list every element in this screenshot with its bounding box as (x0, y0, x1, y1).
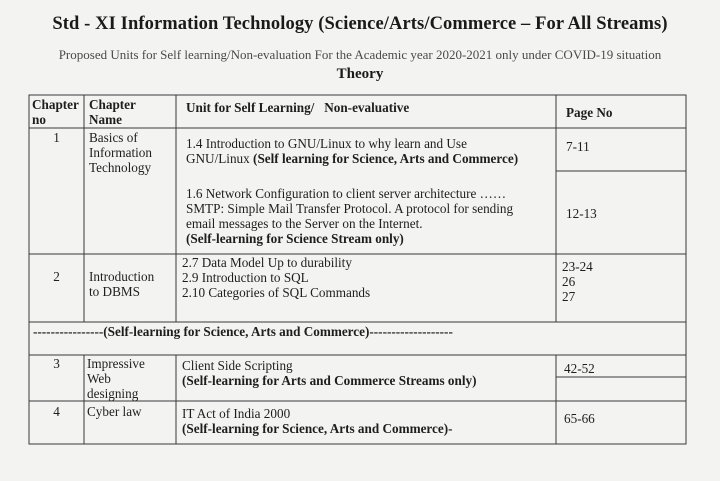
page-title: Std - XI Information Technology (Science/Arts/Commerce – For All Streams) (52, 14, 668, 34)
col-header-page: Page No (566, 105, 613, 120)
row2-units: 2.7 Data Model Up to durability 2.9 Introduction to SQL 2.10 Categories of SQL Commands (182, 255, 371, 300)
row1-page-1: 7-11 (566, 139, 590, 154)
row2-pages: 23-24 26 27 (562, 259, 593, 304)
page-subtitle: Proposed Units for Self learning/Non-evaluation For the Academic year 2020-2021 only under COVID-19 situation (58, 47, 662, 62)
row3-chapter-no: 3 (53, 356, 60, 371)
row2-chapter-name: Introduction to DBMS (89, 269, 155, 299)
row3-unit: Client Side Scripting (Self-learning for Arts and Commerce Streams only) (182, 358, 477, 388)
row2-chapter-no: 2 (53, 269, 60, 284)
row4-chapter-no: 4 (53, 404, 60, 419)
section-heading: Theory (336, 66, 384, 82)
row4-unit: IT Act of India 2000 (Self-learning for Science, Arts and Commerce)- (182, 406, 453, 436)
row1-chapter-name: Basics of Information Technology (89, 130, 152, 175)
row1-chapter-no: 1 (53, 130, 60, 145)
row4-chapter-name: Cyber law (87, 404, 142, 419)
note-row: ----------------(Self-learning for Science, Arts and Commerce)------------------- (33, 324, 453, 339)
row1-unit-1: 1.4 Introduction to GNU/Linux to why learn and Use GNU/Linux (Self learning for Science, Arts and Commerce) (186, 136, 519, 166)
row1-unit-2: 1.6 Network Configuration to client server architecture …… SMTP: Simple Mail Transfer Protocol. A protocol for sending email messages to the Server on the Internet. (Self-learning for Science Stream only) (186, 186, 514, 246)
col-header-unit: Unit for Self Learning/ Non-evaluative (186, 100, 410, 115)
row4-page: 65-66 (564, 411, 595, 426)
row1-page-2: 12-13 (566, 206, 597, 221)
col-header-chapter-no: Chapter no (32, 97, 79, 127)
col-header-chapter-name: Chapter Name (89, 97, 136, 127)
row3-chapter-name: Impressive Web designing (87, 356, 145, 401)
row3-page: 42-52 (564, 361, 595, 376)
